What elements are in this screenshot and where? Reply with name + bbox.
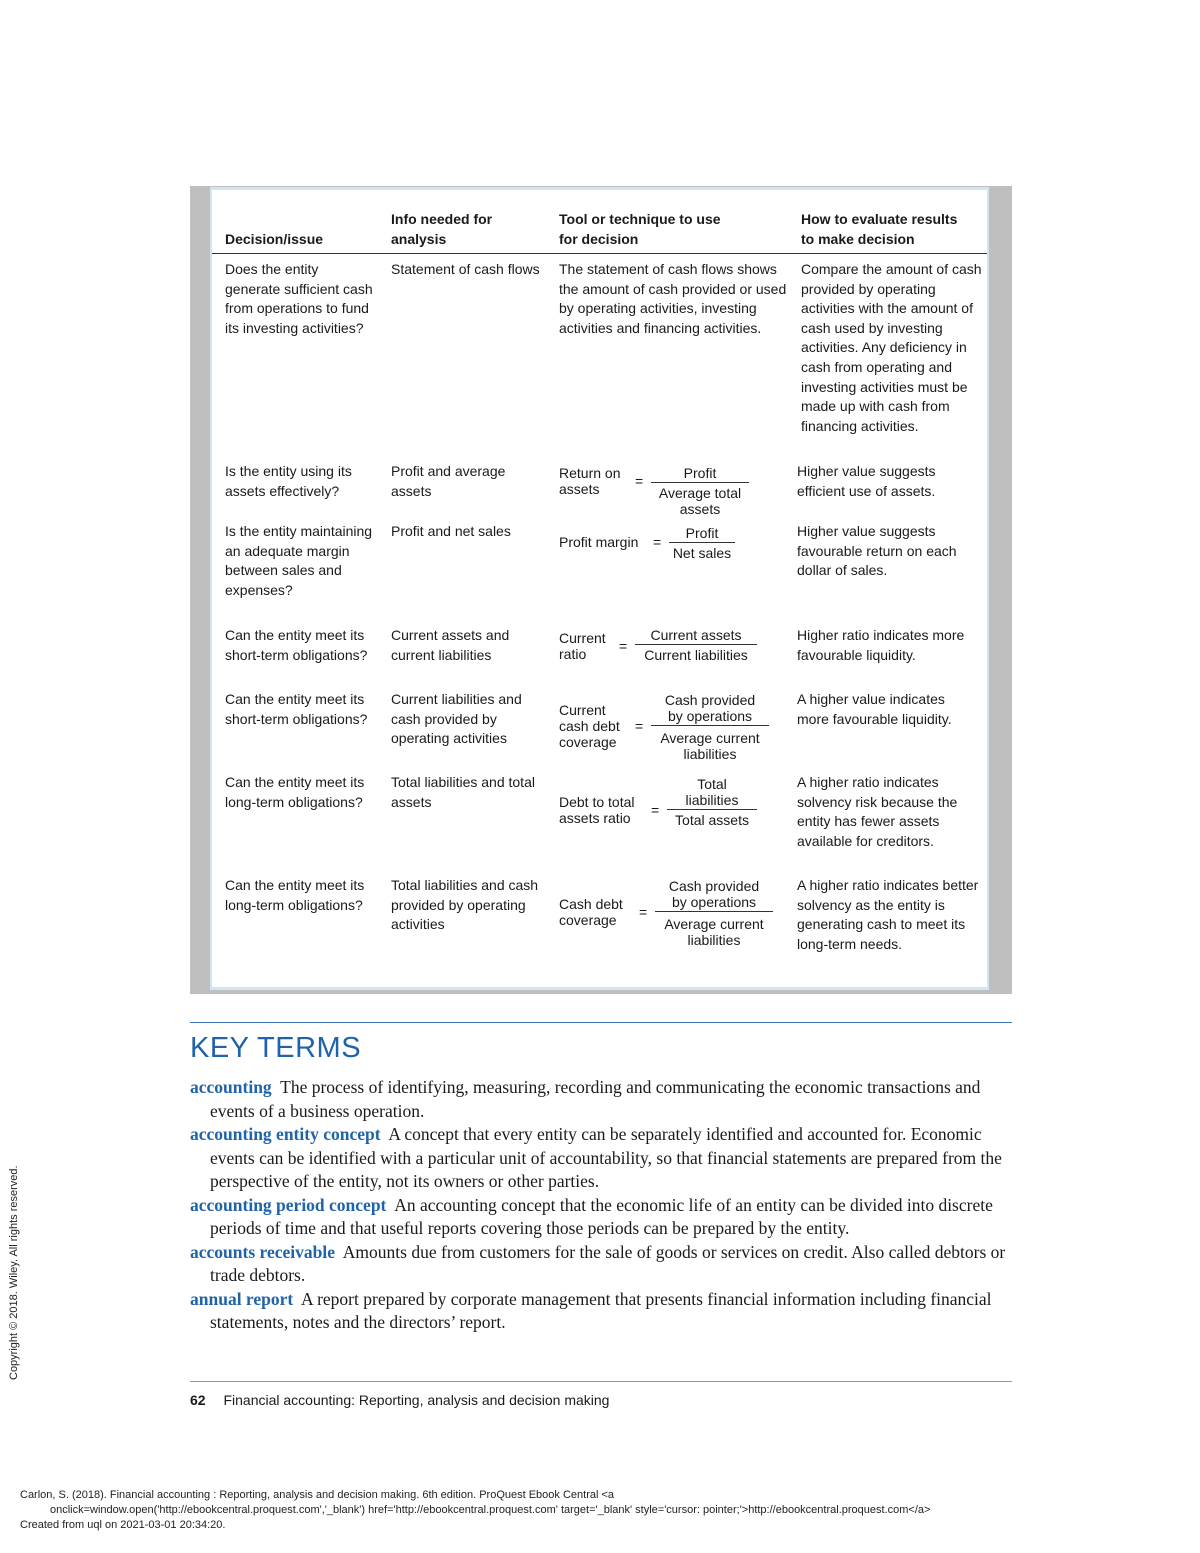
key-term-name: accounting (190, 1077, 272, 1097)
key-term-name: annual report (190, 1288, 294, 1309)
row-info: Profit and net sales (391, 523, 511, 539)
key-terms-heading: KEY TERMS (190, 1032, 362, 1064)
key-term-item (190, 1076, 1020, 1123)
row-decision: Can the entity meet its long-term obligations? (225, 774, 365, 810)
row-info: Current liabilities and cash provided by operating activities (391, 691, 522, 747)
key-terms-list (190, 1076, 1020, 1335)
row-decision: Does the entity generate sufficient cash from operations to fund its investing activities? (225, 261, 373, 336)
header-decision-issue: Decision/issue (225, 230, 324, 247)
key-term-item (190, 1123, 1020, 1194)
key-term-definition: Amounts due from customers for the sale of goods or services on credit. Also called debtors or trade debtors. (210, 1241, 1006, 1285)
page-footer (190, 1392, 609, 1408)
header-evaluate: How to evaluate results to make decision (801, 211, 958, 247)
row-decision: Is the entity maintaining an adequate margin between sales and expenses? (225, 523, 373, 598)
row-info: Current assets and current liabilities (391, 627, 510, 663)
row-evaluate: Higher value suggests favourable return on each dollar of sales. (797, 523, 957, 579)
current-cash-debt-coverage-formula: Current cash debt coverage = Cash provided by operations Average current liabilities (559, 692, 789, 758)
cash-debt-coverage-formula: Cash debt coverage = Cash provided by operations Average current liabilities (559, 878, 789, 944)
key-term-definition: A concept that every entity can be separately identified and accounted for. Economic events can be identified with a particular unit of accountability, so that financial statements are prepared from the perspective of the entity, not its owners or other parties. (210, 1124, 1002, 1191)
row-evaluate: A higher ratio indicates solvency risk because the entity has fewer assets available for creditors. (797, 774, 958, 849)
key-terms-top-rule (190, 1022, 1012, 1023)
decision-toolkit-table (210, 187, 989, 990)
decision-toolkit-panel (190, 186, 1012, 994)
key-term-definition: An accounting concept that the economic life of an entity can be divided into discrete periods of time and that useful reports covering those periods can be prepared by the entity. (210, 1194, 993, 1238)
current-ratio-formula: Current ratio = Current assets Current liabilities (559, 630, 789, 666)
row-decision: Can the entity meet its short-term obligations? (225, 627, 368, 663)
profit-margin-formula: Profit margin = Profit Net sales (559, 525, 789, 559)
row-info: Total liabilities and total assets (391, 774, 535, 810)
row-evaluate: Higher value suggests efficient use of assets. (797, 463, 936, 499)
key-term-item (190, 1241, 1020, 1288)
book-title: Financial accounting: Reporting, analysis and decision making (223, 1392, 610, 1408)
key-term-item (190, 1194, 1020, 1241)
header-divider (212, 253, 987, 254)
row-evaluate: A higher ratio indicates better solvency as the entity is generating cash to meet its long-term needs. (797, 877, 979, 952)
footer-rule (190, 1381, 1012, 1382)
row-decision: Can the entity meet its short-term obligations? (225, 691, 368, 727)
row-info: Statement of cash flows (391, 261, 540, 277)
row-evaluate: Higher ratio indicates more favourable liquidity. (797, 627, 965, 663)
header-tool: Tool or technique to use for decision (559, 211, 721, 247)
key-term-name: accounting entity concept (190, 1124, 381, 1144)
row-decision: Can the entity meet its long-term obligations? (225, 877, 365, 913)
page-number: 62 (190, 1392, 206, 1408)
header-info-needed: Info needed for analysis (391, 211, 493, 247)
key-term-name: accounting period concept (190, 1194, 387, 1215)
row-evaluate: A higher value indicates more favourable liquidity. (797, 691, 952, 727)
row-tool: The statement of cash flows shows the amount of cash provided or used by operating activities, investing activities and financing activities. (559, 261, 787, 336)
key-term-definition: The process of identifying, measuring, recording and communicating the economic transactions and events of a business operation. (210, 1077, 981, 1121)
row-decision: Is the entity using its assets effectively? (225, 463, 352, 499)
key-term-definition: A report prepared by corporate management that presents financial information including financial statements, notes and the directors’ report. (210, 1288, 992, 1332)
row-evaluate: Compare the amount of cash provided by operating activities with the amount of cash used by investing activities. Any deficiency in cash from operating and investing activities must be made up with cash from financing activities. (801, 261, 982, 434)
debt-to-total-assets-formula: Debt to total assets ratio = Total liabilities Total assets (559, 776, 789, 826)
row-info: Total liabilities and cash provided by operating activities (391, 877, 539, 933)
return-on-assets-formula: Return on assets = Profit Average total assets (559, 465, 789, 515)
key-term-name: accounts receivable (190, 1241, 335, 1262)
copyright-notice: Copyright © 2018. Wiley. All rights reserved. (8, 1165, 20, 1380)
citation: Carlon, S. (2018). Financial accounting : Reporting, analysis and decision making. 6th edition. ProQuest Ebook Central <a onclick=window.open('http://ebookcentral.proquest.com','_blank') href='http://ebookcentral.proquest.com' target='_blank' style='cursor: pointer;'>http://ebookcentral.proquest.com</a> Created from uql on 2021-03-01 20:34:20. (20, 1489, 931, 1531)
key-term-item (190, 1288, 1020, 1335)
row-info: Profit and average assets (391, 463, 506, 499)
